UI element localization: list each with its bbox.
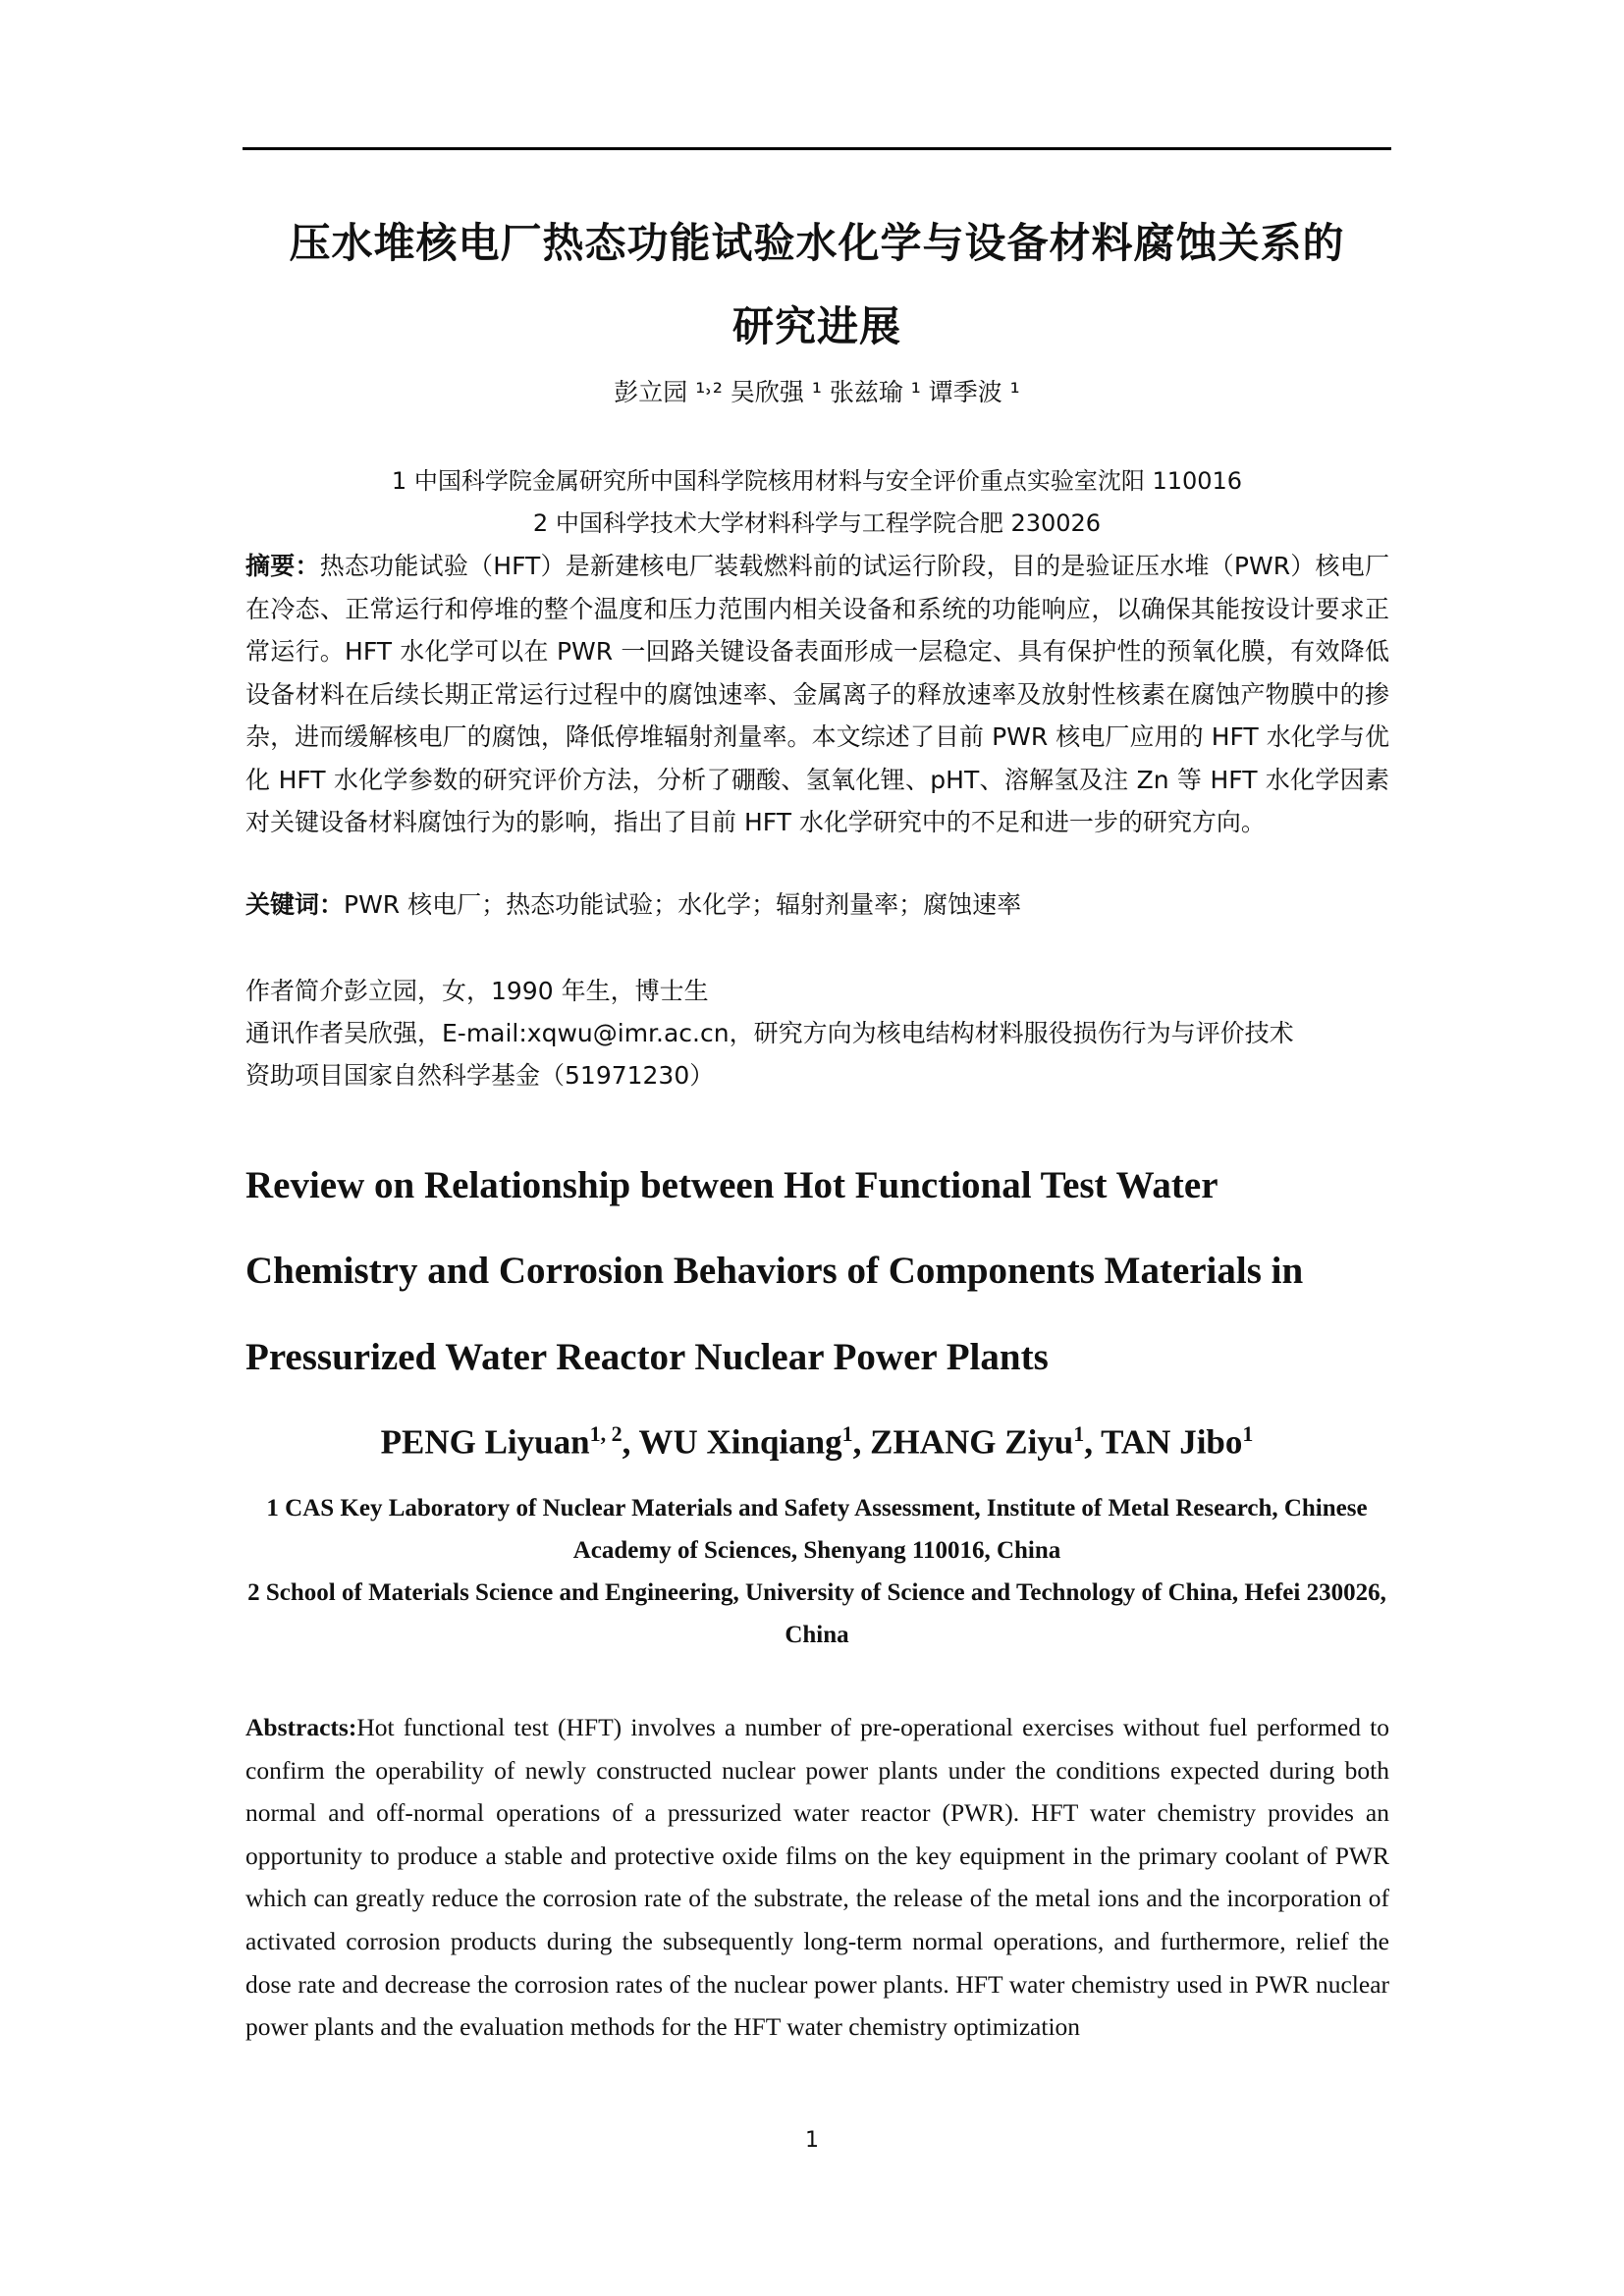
english-affiliation-2: 2 School of Materials Science and Engineering, University of Science and Technology of China, Hefei 230026, China — [247, 1579, 1386, 1648]
author-affiliation-mark: 1 — [841, 1421, 853, 1446]
english-title-line-1: Review on Relationship between Hot Functional Test Water — [245, 1164, 1218, 1206]
author-name: PENG Liyuan — [380, 1422, 590, 1462]
author-affiliation-mark: 1 — [1242, 1421, 1254, 1446]
chinese-keywords — [245, 885, 1389, 921]
chinese-abstract — [245, 545, 1389, 844]
author-bio-note: 作者简介彭立园，女，1990 年生，博士生 — [245, 977, 709, 1005]
chinese-title-line-1: 压水堆核电厂热态功能试验水化学与设备材料腐蚀关系的 — [289, 219, 1345, 267]
english-abstract-label: Abstracts: — [245, 1713, 357, 1741]
author-notes — [245, 970, 1389, 1096]
english-affiliation-1: 1 CAS Key Laboratory of Nuclear Materials and Safety Assessment, Institute of Metal Research, Chinese Academy of Sciences, Shenyang 110016, China — [266, 1495, 1368, 1564]
english-title-line-3: Pressurized Water Reactor Nuclear Power Plants — [245, 1336, 1049, 1378]
author-affiliation-mark: 1 — [1073, 1421, 1085, 1446]
author-name: ZHANG Ziyu — [870, 1422, 1074, 1462]
chinese-keywords-label: 关键词： — [245, 890, 345, 919]
english-abstract — [245, 1706, 1389, 2049]
english-authors: PENG Liyuan$^{1, 2}$, WU Xinqiang$^1$, ZHANG Ziyu$^1$, TAN Jibo$^1$ — [380, 1421, 1254, 1462]
chinese-title-line-2: 研究进展 — [731, 302, 901, 350]
chinese-abstract-label: 摘要： — [245, 552, 320, 580]
page-number: 1 — [805, 2128, 819, 2153]
author-name: TAN Jibo — [1101, 1422, 1243, 1462]
chinese-affiliation-1: 1 中国科学院金属研究所中国科学院核用材料与安全评价重点实验室沈阳 110016 — [391, 467, 1243, 495]
chinese-abstract-text: 热态功能试验（HFT）是新建核电厂装载燃料前的试运行阶段，目的是验证压水堆（PWR）核电厂在冷态、正常运行和停堆的整个温度和压力范围内相关设备和系统的功能响应，以确保其能按设计要求正常运行。HFT 水化学可以在 PWR 一回路关键设备表面形成一层稳定、具有保护性的预氧化膜，有效降低设备材料在后续长期正常运行过程中的腐蚀速率、金属离子的释放速率及放射性核素在腐蚀产物膜中的掺杂，进而缓解核电厂的腐蚀，降低停堆辐射剂量率。本文综述了目前 PWR 核电厂应用的 HFT 水化学与优化 HFT 水化学参数的研究评价方法，分析了硼酸、氢氧化锂、pHT、溶解氢及注 Zn 等 HFT 水化学因素对关键设备材料腐蚀行为的影响，指出了目前 HFT 水化学研究中的不足和进一步的研究方向。 — [245, 552, 1389, 836]
corresponding-author-note: 通讯作者吴欣强，E-mail:xqwu@imr.ac.cn，研究方向为核电结构材料服役损伤行为与评价技术 — [245, 1019, 1294, 1047]
english-abstract-text: Hot functional test (HFT) involves a number of pre-operational exercises without fuel performed to confirm the operability of newly constructed nuclear power plants under the conditions expected during both normal and off-normal operations of a pressurized water reactor (PWR). HFT water chemistry provides an opportunity to produce a stable and protective oxide films on the key equipment in the primary coolant of PWR which can greatly reduce the corrosion rate of the substrate, the release of the metal ions and the incorporation of activated corrosion products during the subsequently long-term normal operations, and furthermore, relief the dose rate and decrease the corrosion rates of the nuclear power plants. HFT water chemistry used in PWR nuclear power plants and the evaluation methods for the HFT water chemistry optimization — [245, 1713, 1389, 2042]
author-name: WU Xinqiang — [638, 1422, 842, 1462]
funding-note: 资助项目国家自然科学基金（51971230） — [245, 1061, 715, 1090]
header-rule — [243, 147, 1391, 150]
chinese-authors: 彭立园 ¹˒² 吴欣强 ¹ 张兹瑜 ¹ 谭季波 ¹ — [614, 378, 1020, 406]
english-title-line-2: Chemistry and Corrosion Behaviors of Components Materials in — [245, 1250, 1304, 1292]
chinese-keywords-text: PWR 核电厂；热态功能试验；水化学；辐射剂量率；腐蚀速率 — [344, 890, 1022, 919]
author-affiliation-mark: 1, 2 — [589, 1421, 623, 1446]
chinese-affiliation-2: 2 中国科学技术大学材料科学与工程学院合肥 230026 — [532, 509, 1102, 537]
